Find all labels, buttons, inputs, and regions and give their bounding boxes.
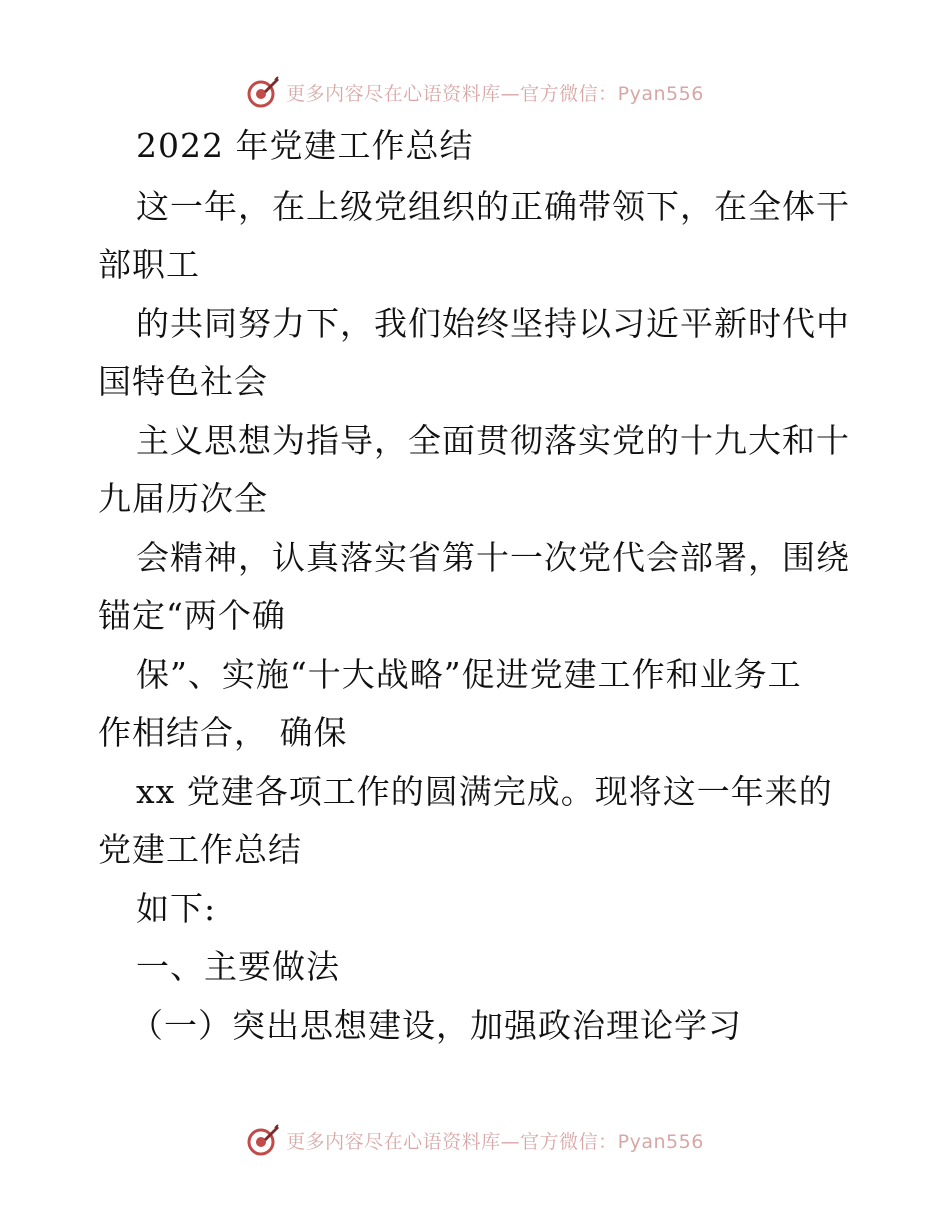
document-title: 2022 年党建工作总结 (136, 126, 474, 165)
paragraph-line: 党建工作总结 (98, 830, 302, 869)
paragraph-line: 作相结合， 确保 (98, 713, 348, 752)
quill-seal-icon (246, 1123, 280, 1157)
paragraph-line: 锚定“两个确 (98, 596, 286, 635)
paragraph-line: 国特色社会 (98, 362, 268, 401)
header-watermark (0, 72, 950, 112)
watermark-text: 更多内容尽在心语资料库—官方微信：Pyan556 (286, 82, 704, 105)
quill-seal-icon (246, 75, 280, 109)
subsection-heading: （一）突出思想建设，加强政治理论学习 (130, 1006, 742, 1045)
paragraph-line: 保”、实施“十大战略”促进党建工作和业务工 (136, 655, 802, 694)
paragraph-line: 主义思想为指导，全面贯彻落实党的十九大和十 (136, 421, 850, 460)
paragraph-line: xx 党建各项工作的圆满完成。现将这一年来的 (136, 772, 833, 811)
watermark-text: 更多内容尽在心语资料库—官方微信：Pyan556 (286, 1130, 704, 1153)
section-heading: 一、主要做法 (136, 947, 340, 986)
paragraph-line: 九届历次全 (98, 479, 268, 518)
paragraph-line: 如下: (136, 889, 217, 928)
paragraph-line: 部职工 (98, 245, 200, 284)
paragraph-line: 这一年，在上级党组织的正确带领下，在全体干 (136, 187, 850, 226)
paragraph-line: 会精神，认真落实省第十一次党代会部署，围绕 (136, 538, 850, 577)
footer-watermark (0, 1120, 950, 1160)
paragraph-line: 的共同努力下，我们始终坚持以习近平新时代中 (136, 304, 850, 343)
